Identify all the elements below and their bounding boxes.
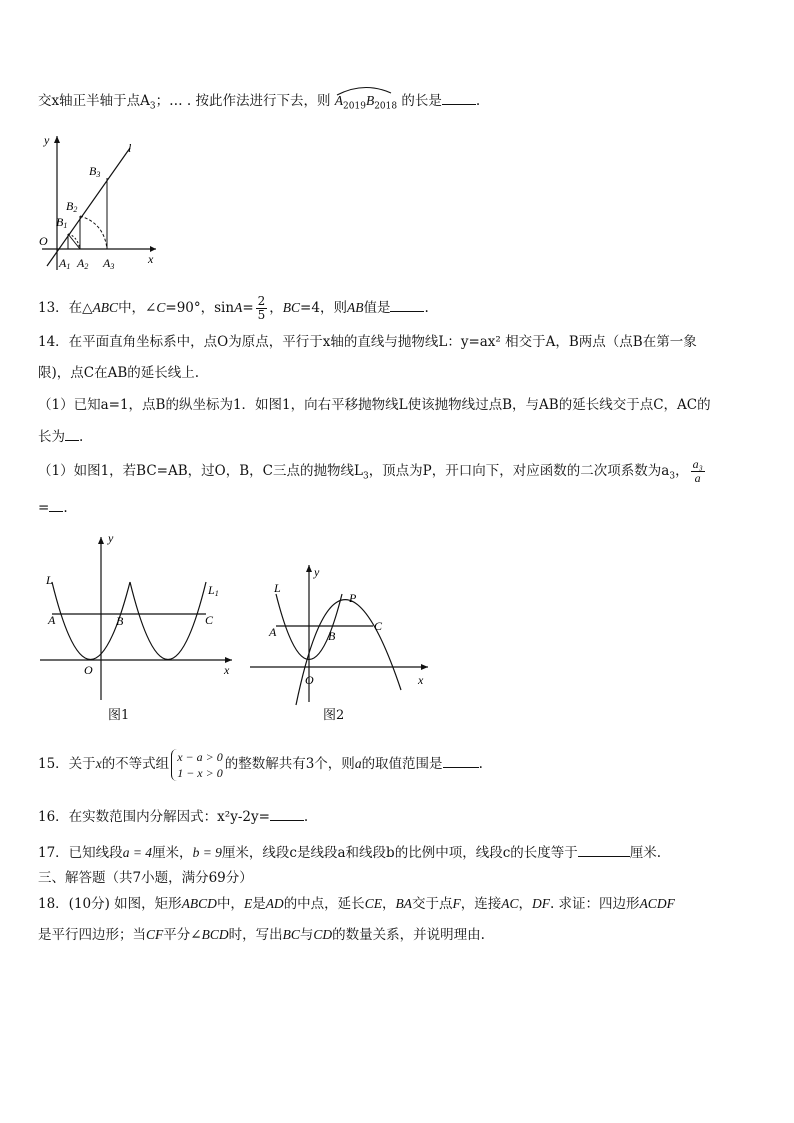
fig12-l-label: l <box>128 141 132 155</box>
q18-line-1: 18．(10分) 如图，矩形ABCD中，E是AD的中点，延长CE，BA交于点F，连接AC，DF. 求证：四边形ACDF <box>38 896 675 912</box>
answer-blank <box>65 426 79 441</box>
figure-1 <box>38 532 238 697</box>
answer-blank <box>443 753 479 768</box>
fig12-b3-label: B3 <box>89 164 101 179</box>
fraction-two-fifths: $\frac{2}{5}$ <box>257 294 266 322</box>
fig2-a-label: A <box>269 625 277 639</box>
fig12-b2-label: B2 <box>66 199 78 214</box>
answer-blank <box>270 806 304 821</box>
fig12-a1-label: A1 <box>59 256 71 271</box>
fig1-x-label: x <box>224 663 230 677</box>
fig2-b-label: B <box>328 629 336 643</box>
q14-line-3: （1）已知a=1，点B的纵坐标为1．如图1，向右平移抛物线L使该抛物线过点B，与AB的延长线交于点C，AC的 <box>38 397 711 413</box>
fig2-l-label: L <box>274 581 281 595</box>
q14-line-4: 长为 . <box>38 426 83 447</box>
question-15: 15．关于x的不等式组 x − a > 0 1 − x > 0 的整数解共有3个，则a的取值范围是 . <box>38 749 483 780</box>
fig2-o-label: O <box>305 673 314 687</box>
arc-notation: $A_{2019}B_{2018}$ <box>335 87 397 117</box>
fig1-b-label: B <box>116 614 124 628</box>
question-17: 17．已知线段a = 4厘米，b = 9厘米，线段c是线段a和线段b的比例中项，线段c的长度等于 厘米. <box>38 842 661 863</box>
fig2-c-label: C <box>374 619 383 633</box>
fig2-x-label: x <box>418 673 424 687</box>
fig1-l-label: L <box>46 573 53 587</box>
fig12-y-label: y <box>44 133 50 147</box>
answer-blank <box>49 497 63 512</box>
fig2-p-label: P <box>349 591 357 605</box>
fig1-o-label: O <box>84 663 93 677</box>
q18-line-2: 是平行四边形；当CF平分∠BCD时，写出BC与CD的数量关系，并说明理由. <box>38 927 485 943</box>
answer-blank <box>578 842 630 857</box>
inequality-system: x − a > 0 1 − x > 0 <box>171 749 223 781</box>
q14-line-2: 限)，点C在AB的延长线上. <box>38 365 200 381</box>
answer-blank <box>390 297 424 312</box>
figure-q12 <box>32 128 162 273</box>
question-16: 16．在实数范围内分解因式：x²y-2y= . <box>38 806 308 827</box>
fig2-y-label: y <box>314 565 320 579</box>
arc-symbol-icon <box>335 83 393 97</box>
section-3-heading: 三、解答题（共7小题，满分69分） <box>38 870 253 886</box>
q14-line-5: （1）如图1，若BC=AB，过O，B，C三点的抛物线$L_3$，顶点为P，开口向下，对应函数的二次项系数为$a_3$， $\frac{\text{a₃}}{a}$ <box>38 457 703 485</box>
fig1-a-label: A <box>48 613 56 627</box>
answer-blank <box>442 90 476 105</box>
fig12-b1-label: B1 <box>56 215 68 230</box>
figure-1-caption: 图1 <box>108 708 130 723</box>
fig1-c-label: C <box>205 613 214 627</box>
q14-line-6: = . <box>38 497 68 518</box>
fig1-y-label: y <box>108 531 114 545</box>
fig1-l1-label: L1 <box>208 583 219 598</box>
figure-2-caption: 图2 <box>323 708 345 723</box>
fig12-o-label: O <box>39 234 48 248</box>
fig12-a2-label: A2 <box>77 256 89 271</box>
q12-continuation-line: 交x轴正半轴于点$A_3$；… . 按此作法进行下去，则 $A_{2019}B_{2018}$ 的长是 . <box>38 87 480 117</box>
question-13: 13．在△ABC中，∠C=90°，sinA= $\frac{2}{5}$ ，BC=4，则AB值是 . <box>38 294 429 322</box>
q14-line-1: 14．在平面直角坐标系中，点O为原点，平行于x轴的直线与抛物线L：y=ax² 相交于A，B两点（点B在第一象 <box>38 334 697 350</box>
fig12-x-label: x <box>148 252 154 266</box>
figure-2 <box>248 560 438 705</box>
fraction-a3-over-a: $\frac{\text{a₃}}{a}$ <box>692 457 703 485</box>
fig12-a3-label: A3 <box>103 256 115 271</box>
